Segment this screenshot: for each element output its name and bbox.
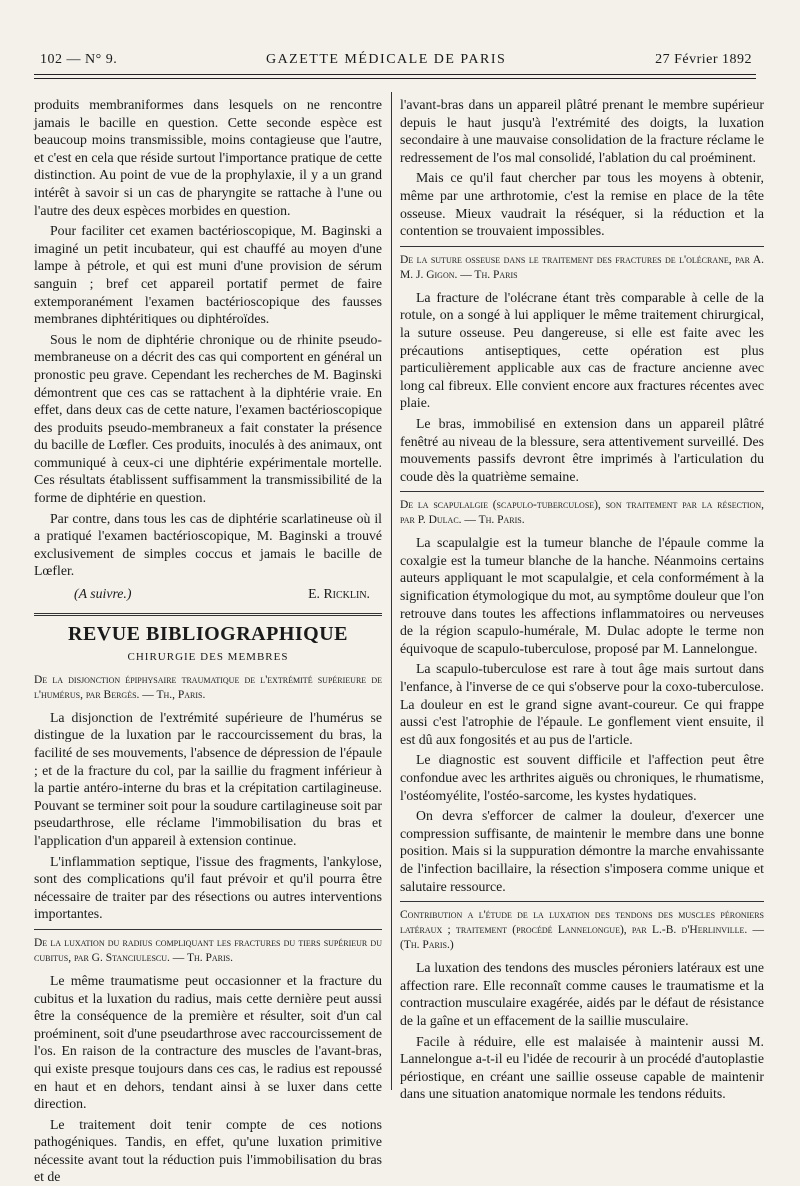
paragraph: Pour faciliter cet examen bactérioscopique, M. Baginski a imaginé un petit incubateur, qui est chauffé au moyen d'une lampe à pétrole, et qui est muni d'une provision de sérum sanguin ; bref cet appareil portatif permet de faire extemporanément l'examen bactérioscopique des fausses membranes diphtéritiques ou diphtéroïdes. [34,223,382,327]
page-header [40,52,752,68]
journal-title: GAZETTE MÉDICALE DE PARIS [265,52,507,67]
author-name: E. Ricklin. [308,586,370,602]
page-number: 102 — N° 9. [40,52,118,67]
article-title: De la luxation du radius compliquant les fractures du tiers supérieur du cubitus, par G. Stanciulescu. — Th. Paris. [34,936,382,964]
paragraph: Facile à réduire, elle est malaisée à maintenir aussi M. Lannelongue a-t-il eu l'idée de recourir à un procédé d'autoplastie périostique, en créant une saillie osseuse capable de maintenir dans une situation anatomique normale les tendons réduits. [400,1033,764,1102]
left-column [34,96,382,1185]
article-title: Contribution a l'étude de la luxation des tendons des muscles péroniers latéraux ; traitement (procédé Lannelongue), par L.-B. d'Herlinville. — (Th. Paris.) [400,909,764,952]
paragraph: La luxation des tendons des muscles péroniers latéraux est une affection rare. Elle reconnaît comme causes le traumatisme et la contraction musculaire exagérée, aidés par le défaut de résistance de la gaîne et un effacement de la saillie musculaire. [400,960,764,1028]
paragraph: L'inflammation septique, l'issue des fragments, l'ankylose, sont des complications qu'il faut prévoir et qu'il pourra être nécessaire de traiter par des résections ou autres interventions importantes. [34,853,382,922]
article-separator [400,246,764,247]
paragraph: Le même traumatisme peut occasionner et la fracture du cubitus et la luxation du radius, mais cette dernière peut aussi être la conséquence de la première et résulter, soit d'un cal proéminent, soit d'une pseudarthrose avec raccourcissement de l'os. En raison de la contracture des muscles de l'avant-bras, qui existe presque toujours dans ces cas, le radius est repoussé en haut et en dehors, tendant ainsi à se luxer dans cette direction. [34,972,382,1112]
paragraph: La fracture de l'olécrane étant très comparable à celle de la rotule, on a songé à lui appliquer le même traitement chirurgical, la suture osseuse. Peu dangereuse, si elle est faite avec les précautions antiseptiques, cette opération est plus particulièrement applicable aux cas de fracture ancienne avec long cal fibreux. Elle convient encore aux fractures récentes avec plaie. [400,289,764,411]
paragraph: produits membraniformes dans lesquels on ne rencontre jamais le bacille en question. Cette seconde espèce est beaucoup moins transmissible, moins contagieuse que l'autre, et c'est en cela que réside surtout l'importance pratique de cette distinction. Au point de vue de la prophylaxie, il y a un grand intérêt à savoir si un cas de pharyngite se rattache à l'une ou l'autre des deux espèces morbides en question. [34,97,382,218]
paragraph: On devra s'efforcer de calmer la douleur, d'exercer une compression suffisante, de maintenir le membre dans une bonne position. Mais si la suppuration démontre la marche envahissante de l'infection bacillaire, la résection s'imposera comme unique et salutaire ressource. [400,808,764,894]
section-heading: CHIRURGIE DES MEMBRES [127,651,289,664]
article-signature [34,583,382,607]
article-title: De la scapulalgie (scapulo-tuberculose), son traitement par la résection, par P. Dulac. — Th. Paris. [400,499,764,527]
paragraph: La scapulo-tuberculose est rare à tout âge mais surtout dans l'enfance, à l'inverse de ce qui s'observe pour la coxo-tuberculose. La douleur en est le grand signe avant-coureur. Ce qui frappe aussi c'est l'atrophie de l'épaule. Le gonflement vient ensuite, il est dû aux fongosités et au pus de l'article. [400,661,764,747]
header-rule-top [34,74,756,75]
paragraph: La scapulalgie est la tumeur blanche de l'épaule comme la coxalgie est la tumeur blanche de la hanche. Néanmoins certains auteurs appliquant le mot scapulalgie, et cela conformément à la signification étymologique du mot, au symptôme douleur que l'on retrouve dans toutes les affections inflammatoires ou nerveuses de la région scapulo-humérale, M. Dulac adopte le terme non équivoque de scapulo-tuberculose, proposé par M. Lannelongue. [400,535,764,656]
header-rule-bottom [34,78,756,79]
paragraph: Sous le nom de diphtérie chronique ou de rhinite pseudo-membraneuse on a décrit des cas qui comportent en général un pronostic peu grave. Cependant les recherches de M. Baginski démontrent que ces cas se rattachent à la diphtérie vraie. En effet, dans deux cas de cette nature, l'examen bactérioscopique des produits pseudo-membraneux a fait constater la présence du bacille de Lœfler. Ces produits, inoculés à des animaux, ont communiqué à ceux-ci une diphtérie expérimentale mortelle. Ces résultats établissent suffisamment la transmissibilité de la forme de diphtérie en question. [34,331,382,506]
article-separator [400,901,764,902]
column-divider [391,92,392,1090]
section-separator [34,613,382,616]
article-title: De la suture osseuse dans le traitement des fractures de l'olécrane, par A. M. J. Gigon. — Th. Paris [400,253,764,281]
paragraph: l'avant-bras dans un appareil plâtré prenant le membre supérieur depuis le haut jusqu'à l'extrémité des doigts, la luxation secondaire à une mauvaise consolidation de la fracture réclame le redressement de l'os mal consolidé, l'ablation du cal proéminent. [400,97,764,165]
article-title: De la disjonction épiphysaire traumatique de l'extrémité supérieure de l'humérus, par Bergès. — Th., Paris. [34,673,382,701]
paragraph: Le traitement doit tenir compte de ces notions pathogéniques. Tandis, en effet, qu'une luxation primitive nécessite avant tout la réduction puis l'immobilisation du bras et de [34,1116,382,1185]
to-be-continued: (A suivre.) [74,586,132,602]
issue-date: 27 Février 1892 [655,52,752,67]
article-separator [400,491,764,492]
article-separator [34,929,382,930]
paragraph: Par contre, dans tous les cas de diphtérie scarlatineuse où il a pratiqué l'examen bactérioscopique, M. Baginski a trouvé exclusivement de simples coccus et jamais le bacille de Lœfler. [34,510,382,579]
paragraph: Le diagnostic est souvent difficile et l'affection peut être confondue avec les arthrites aiguës ou chroniques, le rhumatisme, l'ostéomyélite, l'ostéo-sarcome, les kystes hydatiques. [400,752,764,803]
paragraph: Mais ce qu'il faut chercher par tous les moyens à obtenir, même par une arthrotomie, c'est la remise en place de la tête osseuse. Mieux vaudrait la réséquer, si la réduction et la contention se trouvaient impossibles. [400,170,764,239]
right-column [400,96,764,1102]
paragraph: La disjonction de l'extrémité supérieure de l'humérus se distingue de la luxation par le raccourcissement du bras, la facilité de ses mouvements, l'absence de dépression de l'épaule ; et de la fracture du col, par la saillie du fragment inférieur à la partie antéro-interne du bras et la crépitation cartilagineuse. Pouvant se terminer soit pour la soudure cartilagineuse soit par pseudarthrose, elle réclame l'immobilisation du bras et l'application d'un appareil à extension continue. [34,709,382,848]
paragraph: Le bras, immobilisé en extension dans un appareil plâtré fenêtré au niveau de la blessure, sera attentivement surveillé. Des mouvements passifs devront être imprimés à l'articulation du coude dès la quatrième semaine. [400,415,764,484]
revue-heading: REVUE BIBLIOGRAPHIQUE [68,622,348,645]
